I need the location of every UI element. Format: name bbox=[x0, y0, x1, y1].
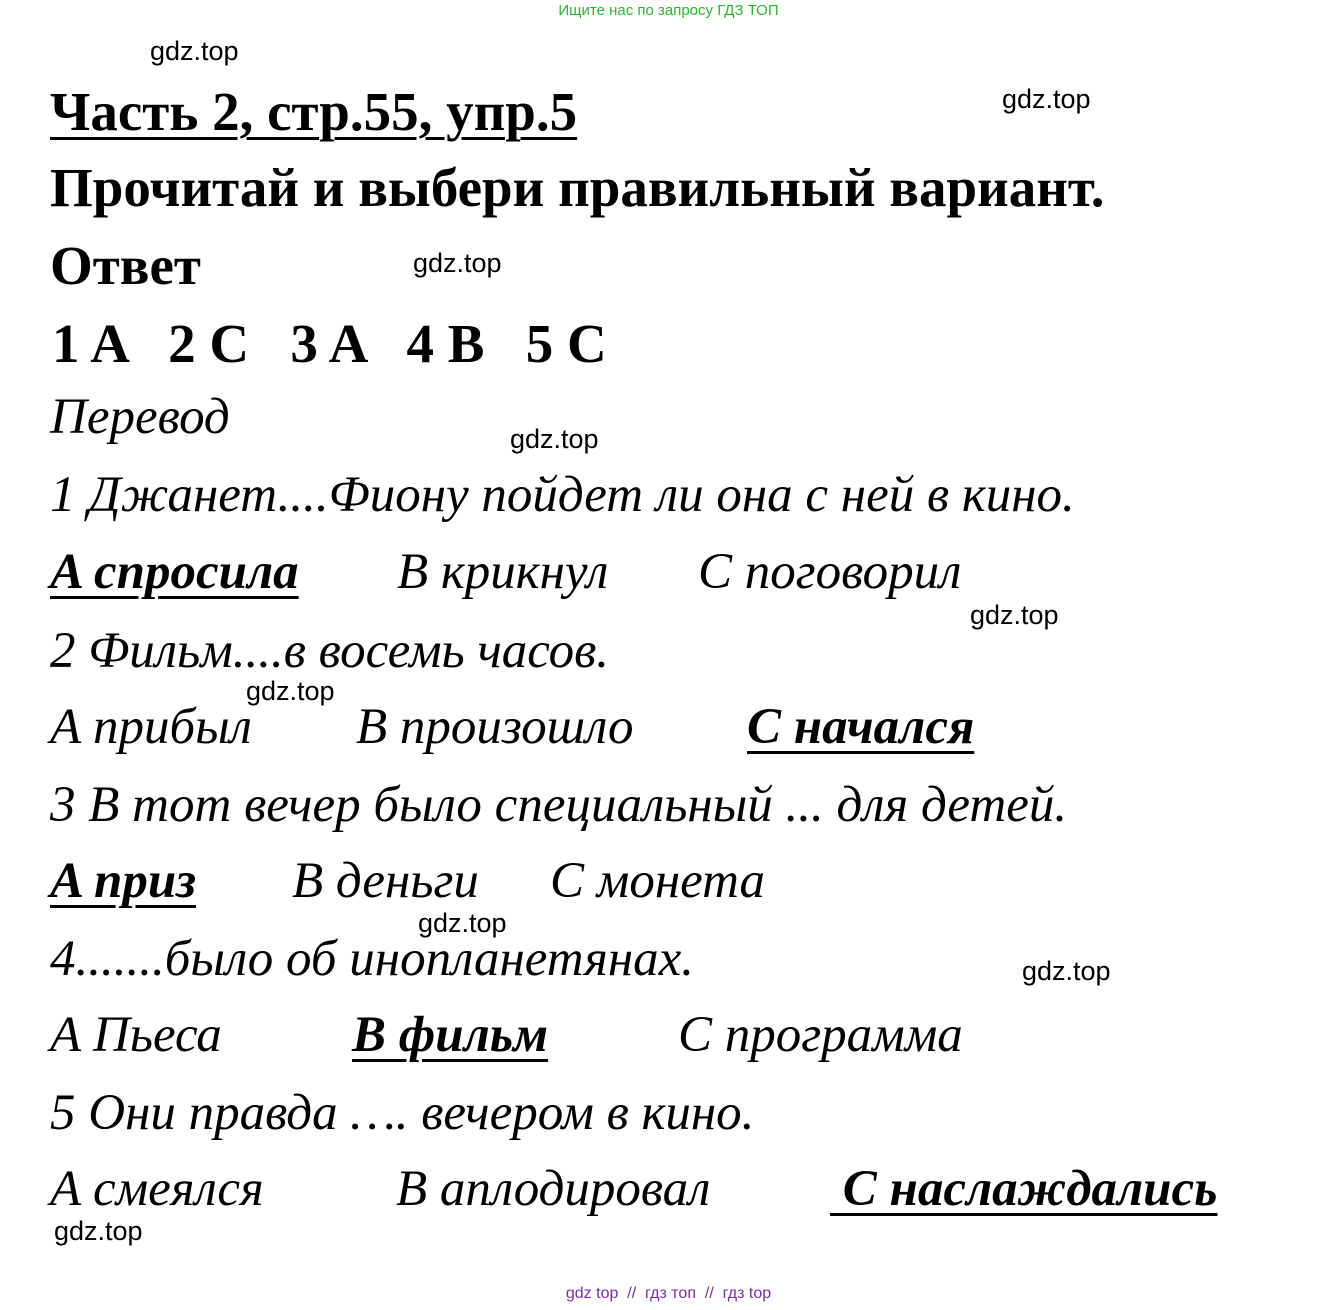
watermark: gdz.top bbox=[246, 676, 335, 706]
task-instruction: Прочитай и выбери правильный вариант. bbox=[50, 157, 1105, 218]
footer-links: gdz top // гдз топ // гдз top bbox=[565, 1285, 772, 1302]
question-5-option-c: C наслаждались bbox=[830, 1161, 1218, 1217]
watermark: gdz.top bbox=[150, 36, 239, 66]
watermark: gdz.top bbox=[1022, 956, 1111, 986]
page-title: Часть 2, стр.55, упр.5 bbox=[50, 81, 578, 142]
watermark: gdz.top bbox=[1002, 84, 1091, 114]
question-4-option-b: B фильм bbox=[352, 1007, 549, 1063]
question-1-option-a: A спросила bbox=[50, 544, 299, 600]
question-2-option-b: B произошло bbox=[356, 699, 634, 755]
watermark: gdz.top bbox=[510, 424, 599, 454]
watermark: gdz.top bbox=[413, 248, 502, 278]
question-3-option-a: A приз bbox=[50, 853, 197, 909]
question-5-option-b: B аплодировал bbox=[396, 1161, 711, 1217]
watermark: gdz.top bbox=[970, 600, 1059, 630]
watermark: gdz.top bbox=[418, 908, 507, 938]
translation-label: Перевод bbox=[50, 389, 230, 445]
search-banner: Ищите нас по запросу ГДЗ ТОП bbox=[558, 2, 779, 19]
question-4-option-c: C программа bbox=[678, 1007, 963, 1063]
question-4-option-a: A Пьеса bbox=[50, 1007, 222, 1063]
question-2-option-a: A прибыл bbox=[50, 699, 252, 755]
answer-label: Ответ bbox=[50, 235, 201, 296]
question-4: 4.......было об инопланетянах. bbox=[50, 931, 695, 987]
question-5-option-a: A смеялся bbox=[50, 1161, 264, 1217]
question-5: 5 Они правда …. вечером в кино. bbox=[50, 1085, 755, 1141]
question-2: 2 Фильм....в восемь часов. bbox=[50, 623, 610, 679]
question-2-option-c: C начался bbox=[747, 699, 975, 755]
answer-key: 1 A 2 C 3 A 4 B 5 C bbox=[52, 313, 607, 374]
question-3: 3 В тот вечер было специальный ... для детей. bbox=[50, 777, 1068, 833]
question-3-option-b: B деньги bbox=[292, 853, 479, 909]
question-1-option-c: C поговорил bbox=[698, 544, 962, 600]
question-1: 1 Джанет....Фиону пойдет ли она с ней в кино. bbox=[50, 467, 1075, 523]
question-1-option-b: B крикнул bbox=[397, 544, 609, 600]
watermark: gdz.top bbox=[54, 1216, 143, 1246]
question-3-option-c: C монета bbox=[550, 853, 766, 909]
